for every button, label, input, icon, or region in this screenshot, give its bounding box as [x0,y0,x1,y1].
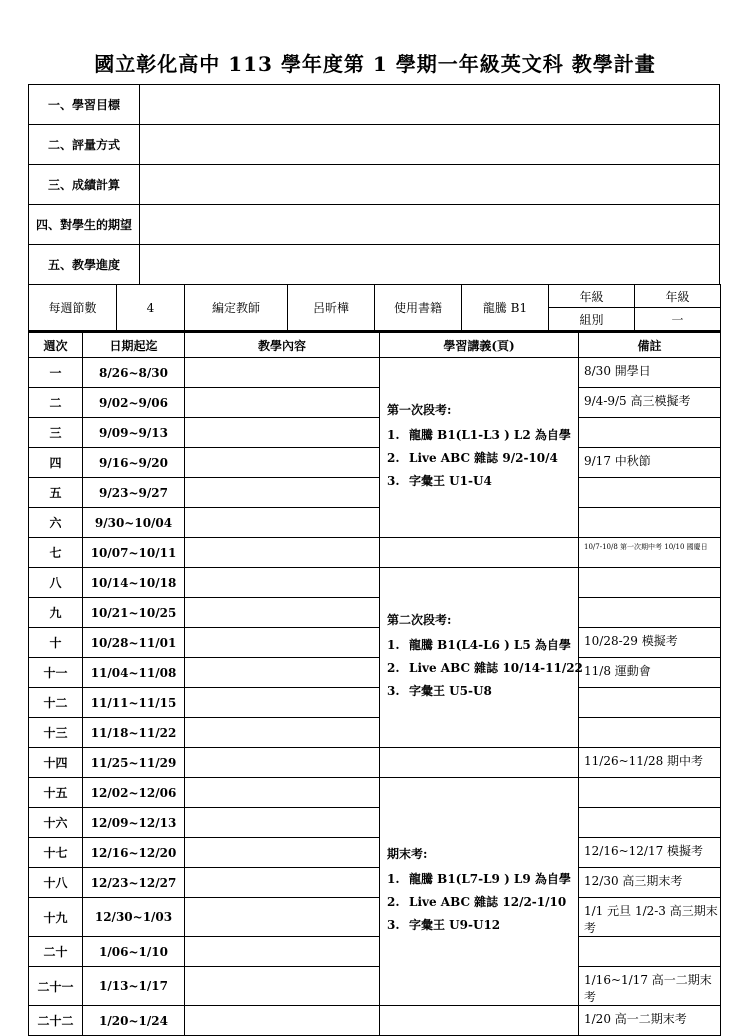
page-title: 國立彰化高中 113 學年度第 1 學期一年級英文科 教學計畫 [94,52,656,76]
content-cell [185,748,380,778]
content-cell [185,478,380,508]
hours-label: 每週節數 [29,285,117,331]
week-cell: 三 [29,418,83,448]
note-cell [579,718,721,748]
plan-sections-table [28,84,720,285]
date-cell: 12/23~12/27 [83,868,185,898]
table-row [29,838,721,868]
item-text: Live ABC 雜誌 12/2-1/10 [409,894,567,909]
date-cell: 9/02~9/06 [83,388,185,418]
table-row [29,538,721,568]
week-cell: 六 [29,508,83,538]
item-number: 1. [387,427,400,442]
content-cell [185,658,380,688]
note-cell: 1/1 元旦 1/2-3 高三期末考 [579,898,721,937]
table-row [29,598,721,628]
date-cell: 11/04~11/08 [83,658,185,688]
table-row [29,658,721,688]
grade-value: 年級 [635,285,721,308]
exam-block-1 [380,358,579,538]
table-row [29,358,721,388]
exam-block-title: 第一次段考: [387,402,452,417]
table-row [29,1006,721,1036]
course-info-table [28,284,721,331]
lecture-cell [380,748,579,778]
date-cell: 10/14~10/18 [83,568,185,598]
note-cell [579,508,721,538]
note-cell: 11/26~11/28 期中考 [579,748,721,778]
date-cell: 1/06~1/10 [83,937,185,967]
item-text: 龍騰 B1(L1-L3 ) L2 為自學 [409,427,571,442]
week-cell: 十二 [29,688,83,718]
item-text: Live ABC 雜誌 9/2-10/4 [409,450,558,465]
week-cell: 五 [29,478,83,508]
note-cell [579,688,721,718]
section-label: 一、學習目標 [29,85,140,125]
item-text: 字彙王 U5-U8 [409,683,492,698]
content-cell [185,568,380,598]
item-number: 1. [387,871,400,886]
section-row [29,125,720,165]
content-cell [185,688,380,718]
exam-block-2 [380,568,583,748]
section-value-field [140,205,720,245]
content-cell [185,808,380,838]
content-cell [185,538,380,568]
date-cell: 11/11~11/15 [83,688,185,718]
week-cell: 十三 [29,718,83,748]
exam-block-title: 期末考: [387,846,428,861]
date-cell: 12/30~1/03 [83,898,185,937]
note-cell: 1/20 高一二期末考 [579,1006,721,1036]
section-value-field [140,85,720,125]
author-label: 編定教師 [185,285,288,331]
date-cell: 11/25~11/29 [83,748,185,778]
table-row [29,388,721,418]
item-text: 字彙王 U1-U4 [409,473,492,488]
table-row [29,937,721,967]
note-cell [579,778,721,808]
lecture-cell [380,1006,579,1036]
week-cell: 二十二 [29,1006,83,1036]
note-cell [579,808,721,838]
content-cell [185,388,380,418]
item-text: 龍騰 B1(L7-L9 ) L9 為自學 [409,871,571,886]
item-text: Live ABC 雜誌 10/14-11/22 [409,660,583,675]
note-cell: 1/16~1/17 高一二期末考 [579,967,721,1006]
note-cell: 9/4-9/5 高三模擬考 [579,388,721,418]
exam-block-item [387,426,578,443]
item-number: 2. [387,450,400,465]
section-value-field [140,165,720,205]
week-cell: 十五 [29,778,83,808]
note-cell [579,568,721,598]
date-cell: 9/16~9/20 [83,448,185,478]
schedule-table [28,331,721,1036]
exam-block-3 [380,778,579,1006]
note-cell: 8/30 開學日 [579,358,721,388]
date-cell: 11/18~11/22 [83,718,185,748]
section-row [29,245,720,285]
week-cell: 七 [29,538,83,568]
exam-block-item [387,870,578,887]
exam-block-item [387,893,578,910]
exam-block-item [387,636,578,653]
exam-block-title: 第二次段考: [387,612,452,627]
note-cell: 10/7-10/8 第一次期中考 10/10 國慶日 [579,538,721,568]
date-cell: 1/20~1/24 [83,1006,185,1036]
section-row [29,85,720,125]
week-cell: 十九 [29,898,83,937]
week-cell: 九 [29,598,83,628]
date-cell: 10/21~10/25 [83,598,185,628]
date-cell: 9/30~10/04 [83,508,185,538]
hours-value: 4 [117,285,185,331]
week-cell: 十八 [29,868,83,898]
table-row [29,967,721,1006]
date-cell: 1/13~1/17 [83,967,185,1006]
table-row [29,748,721,778]
item-number: 3. [387,683,400,698]
table-row [29,568,721,598]
item-number: 3. [387,917,400,932]
note-cell: 12/16~12/17 模擬考 [579,838,721,868]
week-cell: 十六 [29,808,83,838]
exam-block-item [387,472,578,489]
content-cell [185,508,380,538]
week-cell: 十七 [29,838,83,868]
exam-block-item [387,659,583,676]
header-week: 週次 [29,332,83,358]
content-cell [185,898,380,937]
item-number: 1. [387,637,400,652]
book-value: 龍騰 B1 [462,285,549,331]
content-cell [185,937,380,967]
header-note: 備註 [579,332,721,358]
content-cell [185,418,380,448]
content-cell [185,598,380,628]
note-cell [579,478,721,508]
item-text: 龍騰 B1(L4-L6 ) L5 為自學 [409,637,571,652]
week-cell: 四 [29,448,83,478]
note-cell: 12/30 高三期末考 [579,868,721,898]
item-number: 2. [387,894,400,909]
date-cell: 10/28~11/01 [83,628,185,658]
date-cell: 9/09~9/13 [83,418,185,448]
table-row [29,868,721,898]
section-row [29,205,720,245]
table-row [29,808,721,838]
grade-label: 年級 [549,285,635,308]
week-cell: 十 [29,628,83,658]
class-value: 一 [635,308,721,331]
date-cell: 10/07~10/11 [83,538,185,568]
item-number: 3. [387,473,400,488]
note-cell [579,937,721,967]
note-cell: 10/28-29 模擬考 [579,628,721,658]
item-text: 字彙王 U9-U12 [409,917,501,932]
section-label: 二、評量方式 [29,125,140,165]
table-row [29,898,721,937]
content-cell [185,448,380,478]
note-cell [579,598,721,628]
author-value: 呂昕樺 [288,285,375,331]
exam-block-item [387,916,578,933]
header-lecture: 學習講義(頁) [380,332,579,358]
week-cell: 十四 [29,748,83,778]
book-label: 使用書籍 [375,285,462,331]
schedule-header-row [29,332,721,358]
table-row [29,628,721,658]
content-cell [185,967,380,1006]
class-label: 組別 [549,308,635,331]
exam-block-item [387,449,578,466]
section-label: 五、教學進度 [29,245,140,285]
table-row [29,778,721,808]
table-row [29,718,721,748]
week-cell: 一 [29,358,83,388]
header-content: 教學內容 [185,332,380,358]
content-cell [185,628,380,658]
note-cell: 9/17 中秋節 [579,448,721,478]
section-value-field [140,125,720,165]
table-row [29,508,721,538]
content-cell [185,358,380,388]
section-value-field [140,245,720,285]
week-cell: 十一 [29,658,83,688]
table-row [29,418,721,448]
content-cell [185,778,380,808]
week-cell: 八 [29,568,83,598]
week-cell: 二十 [29,937,83,967]
content-cell [185,718,380,748]
week-cell: 二十一 [29,967,83,1006]
table-row [29,478,721,508]
table-row [29,688,721,718]
section-label: 四、對學生的期望 [29,205,140,245]
date-cell: 8/26~8/30 [83,358,185,388]
content-cell [185,868,380,898]
week-cell: 二 [29,388,83,418]
header-date: 日期起迄 [83,332,185,358]
note-cell [579,418,721,448]
exam-block-item [387,682,578,699]
date-cell: 12/02~12/06 [83,778,185,808]
date-cell: 9/23~9/27 [83,478,185,508]
date-cell: 12/09~12/13 [83,808,185,838]
content-cell [185,838,380,868]
lecture-cell [380,538,579,568]
content-cell [185,1006,380,1036]
section-row [29,165,720,205]
item-number: 2. [387,660,400,675]
date-cell: 12/16~12/20 [83,838,185,868]
note-cell: 11/8 運動會 [579,658,721,688]
section-label: 三、成績計算 [29,165,140,205]
table-row [29,448,721,478]
